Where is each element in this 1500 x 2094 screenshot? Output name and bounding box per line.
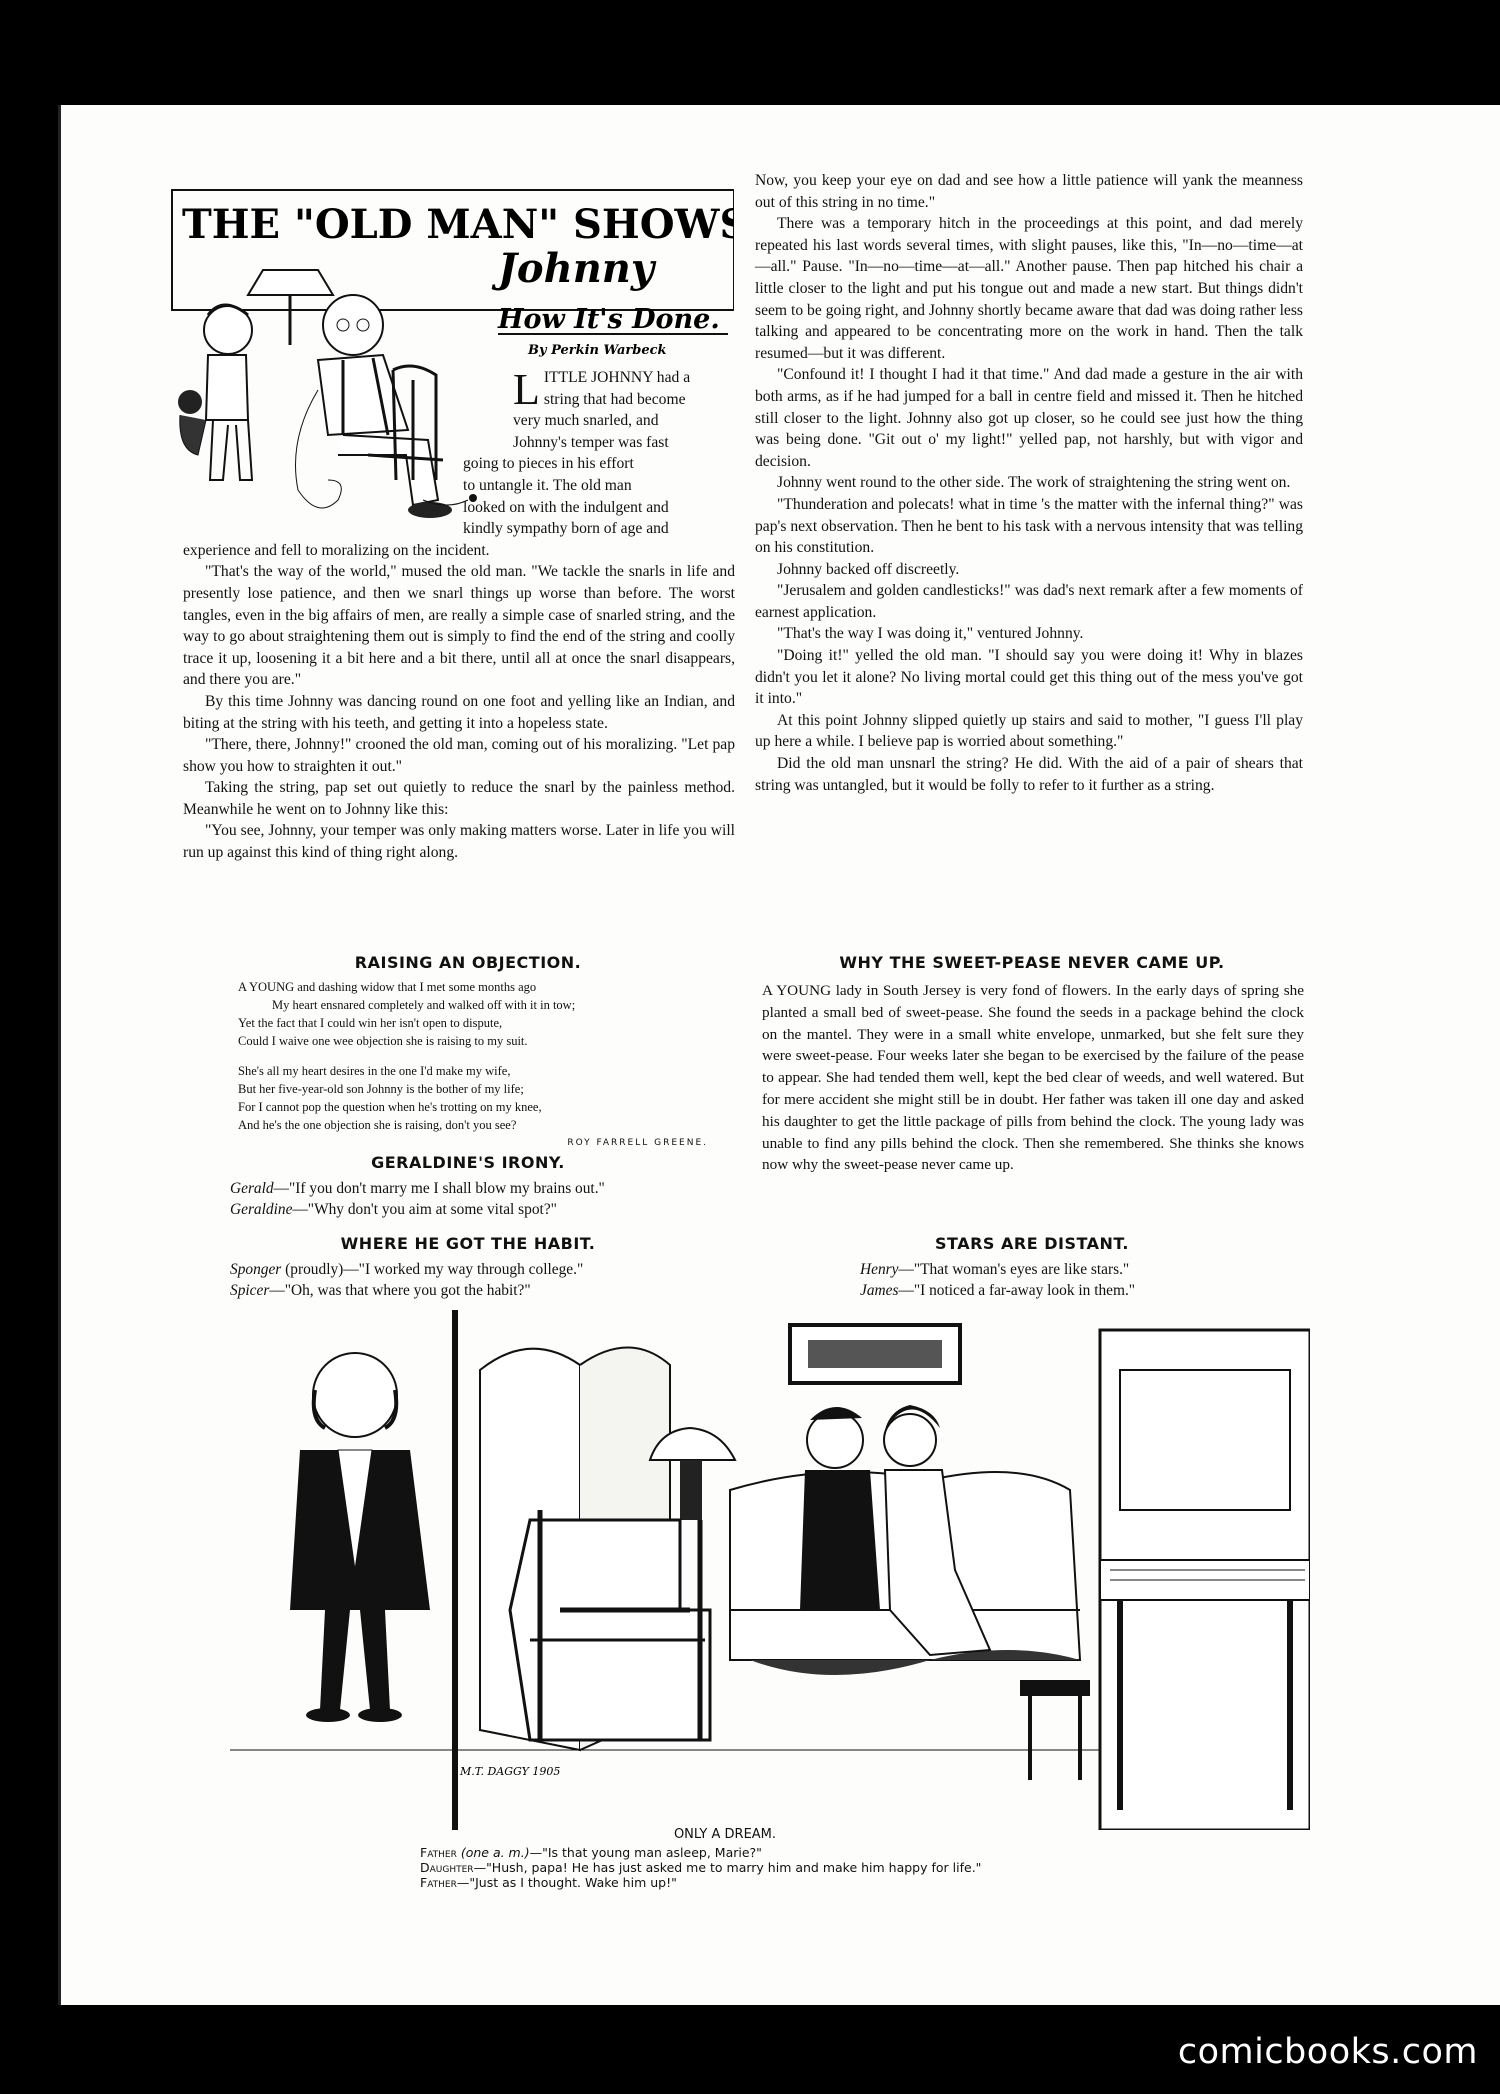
- story-para: "That's the way of the world," mused the old man. "We tackle the snarls in life and presently lose patience, and then we snarl things up worse than before. The worst tangles, even in the big affairs of men, are really a simple case of snarled string, and the way to go about straightening them out is simply to find the end of the string and coolly trace it up, loosening it a bit here and a bit there, until all at once the snarl disappears, and there you are.": [183, 563, 735, 689]
- verse-line: My heart ensnared completely and walked off with it in tow;: [272, 998, 576, 1012]
- verse-line: Yet the fact that I could win her isn't open to dispute,: [238, 1016, 503, 1030]
- story-para: Johnny went round to the other side. The work of straightening the string went on.: [777, 474, 1291, 492]
- story-para: By this time Johnny was dancing round on one foot and yelling like an Indian, and biting at the string with his teeth, and getting it into a hopeless state.: [183, 692, 735, 732]
- story-line: very much snarled, and: [513, 412, 659, 430]
- irony-title: GERALDINE'S IRONY.: [371, 1153, 565, 1172]
- stars-dialogue: [860, 1259, 1300, 1301]
- story-para: "Confound it! I thought I had it that time." And dad made a gesture in the air with both arms, as if he had jumped for a ball in centre field and missed it. Then he hitched still closer to the light. Johnny also got up closer, so he could see just how the thing was being done. "Git out o' my light!" yelled pap, not harshly, but with vigor and decision.: [755, 366, 1303, 470]
- story-line: to untangle it. The old man: [463, 476, 632, 494]
- dialogue-line: Gerald—"If you don't marry me I shall blow my brains out.": [230, 1180, 605, 1197]
- story-para: Did the old man unsnarl the string? He did. With the aid of a pair of shears that string was untangled, but it would be folly to refer to it further as a string.: [755, 755, 1303, 794]
- stars-title: STARS ARE DISTANT.: [935, 1234, 1129, 1253]
- title-line1: THE "OLD MAN" SHOWS: [182, 201, 734, 248]
- story-line: looked on with the indulgent and: [463, 498, 669, 516]
- watermark: comicbooks.com: [1177, 2032, 1478, 2072]
- dropcap: L: [513, 365, 540, 414]
- story-para: At this point Johnny slipped quietly up stairs and said to mother, "I guess I'll play up here a while. I believe pap is worried about something.": [755, 711, 1303, 751]
- dream-illustration: [230, 1310, 1310, 1830]
- dialogue-line: Sponger (proudly)—"I worked my way through college.": [230, 1261, 584, 1278]
- speaker-name: Gerald: [230, 1180, 274, 1197]
- parlor-drawing: [230, 1310, 1310, 1830]
- verse-author: ROY FARRELL GREENE.: [567, 1138, 708, 1148]
- story-para: "You see, Johnny, your temper was only making matters worse. Later in life you will run up against this kind of thing right along.: [183, 822, 735, 862]
- verse-line: Could I waive one wee objection she is raising to my suit.: [238, 1034, 528, 1048]
- story-line: string that had become: [543, 390, 686, 408]
- habit-title: WHERE HE GOT THE HABIT.: [340, 1234, 596, 1253]
- title-line3: How It's Done.: [498, 304, 720, 335]
- raising-title: RAISING AN OBJECTION.: [354, 953, 582, 972]
- speaker-name: James: [860, 1282, 899, 1299]
- verse-line: And he's the one objection she is raising, don't you see?: [238, 1118, 517, 1132]
- artist-signature: M.T. DAGGY 1905: [460, 1765, 561, 1778]
- story-para: "There, there, Johnny!" crooned the old man, coming out of his moralizing. "Let pap show you how to straighten it out.": [183, 736, 735, 775]
- habit-dialogue: [230, 1259, 710, 1301]
- sweetpease-body: [762, 980, 1304, 1176]
- caption-line: Daughter—"Hush, papa! He has just asked me to marry him and make him happy for life.": [420, 1860, 982, 1875]
- story-line: kindly sympathy born of age and: [463, 520, 669, 538]
- sweetpease-text: A YOUNG lady in South Jersey is very fond of flowers. In the early days of spring she planted a small bed of sweet-pease. She found the seeds in a package behind the clock on the mantel. They were in a small white envelope, unmarked, but she felt sure they were sweet-pease. Four weeks later she began to be exercised by the failure of the pease to appear. She had tended them well, kept the bed clear of weeds, and well watered. But for mere accident she might still be in doubt. Her father was taken ill one day and asked his daughter to get the little package of pills from behind the clock. The young lady was unable to find any pills behind the clock. Then she remembered. She thinks she knows now why the sweet-pease never came up.: [762, 982, 1304, 1174]
- caption-line: Father—"Just as I thought. Wake him up!": [420, 1875, 677, 1890]
- verse-line: She's all my heart desires in the one I'd make my wife,: [238, 1064, 511, 1078]
- dialogue-line: James—"I noticed a far-away look in them.": [860, 1282, 1136, 1299]
- speaker-name: Spicer: [230, 1282, 270, 1299]
- verse-line: A YOUNG and dashing widow that I met some months ago: [238, 980, 537, 994]
- story-para: LITTLE JOHNNY had a: [513, 365, 691, 414]
- dialogue-line: Henry—"That woman's eyes are like stars.": [860, 1261, 1130, 1278]
- story-para: There was a temporary hitch in the proceedings at this point, and dad merely repeated his last words several times, with slight pauses, like this, "In—no—time—at—all." Pause. "In—no—time—at—all." Another pause. Then pap hitched his chair a little closer to the light and put his tongue out and made a new start. But things didn't seem to be going right, and Johnny shortly became aware that dad was doing rather less talking and appeared to be concentrating more on the work in hand. Then the talk resumed—but it was different.: [755, 215, 1303, 362]
- story-column-left: [183, 367, 735, 864]
- raising-verse: [238, 978, 708, 1152]
- story-para: "Thunderation and polecats! what in time 's the matter with the infernal thing?" was pap's next observation. Then he bent to his task with a nervous intensity that was telling on his constitution.: [755, 495, 1303, 557]
- verse-line: For I cannot pop the question when he's trotting on my knee,: [238, 1100, 542, 1114]
- story-para: "Doing it!" yelled the old man. "I should say you were doing it! Why in blazes didn't you let it alone? No living mortal could get this thing out of the mess you've got it into.": [755, 647, 1303, 708]
- verse-line: But her five-year-old son Johnny is the bother of my life;: [238, 1082, 524, 1096]
- irony-dialogue: [230, 1178, 710, 1220]
- story-para: "Jerusalem and golden candlesticks!" was dad's next remark after a few moments of earnest application.: [755, 582, 1303, 621]
- sweetpease-title: WHY THE SWEET-PEASE NEVER CAME UP.: [839, 953, 1225, 972]
- story-para: "That's the way I was doing it," ventured Johnny.: [777, 625, 1084, 643]
- story-para: Johnny backed off discreetly.: [777, 560, 960, 578]
- story-para: Now, you keep your eye on dad and see how a little patience will yank the meanness out of this string in no time.": [755, 172, 1303, 211]
- story-para: Taking the string, pap set out quietly to reduce the snarl by the painless method. Meanwhile he went on to Johnny like this:: [183, 779, 735, 818]
- title-line2: Johnny: [498, 245, 655, 292]
- dream-caption: [420, 1845, 1120, 1890]
- story-line: Johnny's temper was fast: [513, 433, 669, 451]
- story-line: going to pieces in his effort: [463, 455, 634, 473]
- dialogue-line: Geraldine—"Why don't you aim at some vital spot?": [230, 1201, 557, 1218]
- caption-line: Father (one a. m.)—"Is that young man asleep, Marie?": [420, 1845, 762, 1860]
- speaker-name: Geraldine: [230, 1201, 293, 1218]
- story-byline: By Perkin Warbeck: [528, 343, 667, 358]
- page-edge: [58, 105, 61, 2005]
- speaker-name: Sponger: [230, 1261, 282, 1278]
- speaker-name: Henry: [860, 1261, 899, 1278]
- story-line: experience and fell to moralizing on the incident.: [183, 541, 490, 559]
- dialogue-line: Spicer—"Oh, was that where you got the habit?": [230, 1282, 531, 1299]
- dream-caption-title: ONLY A DREAM.: [673, 1827, 777, 1842]
- story-column-right: [755, 170, 1303, 796]
